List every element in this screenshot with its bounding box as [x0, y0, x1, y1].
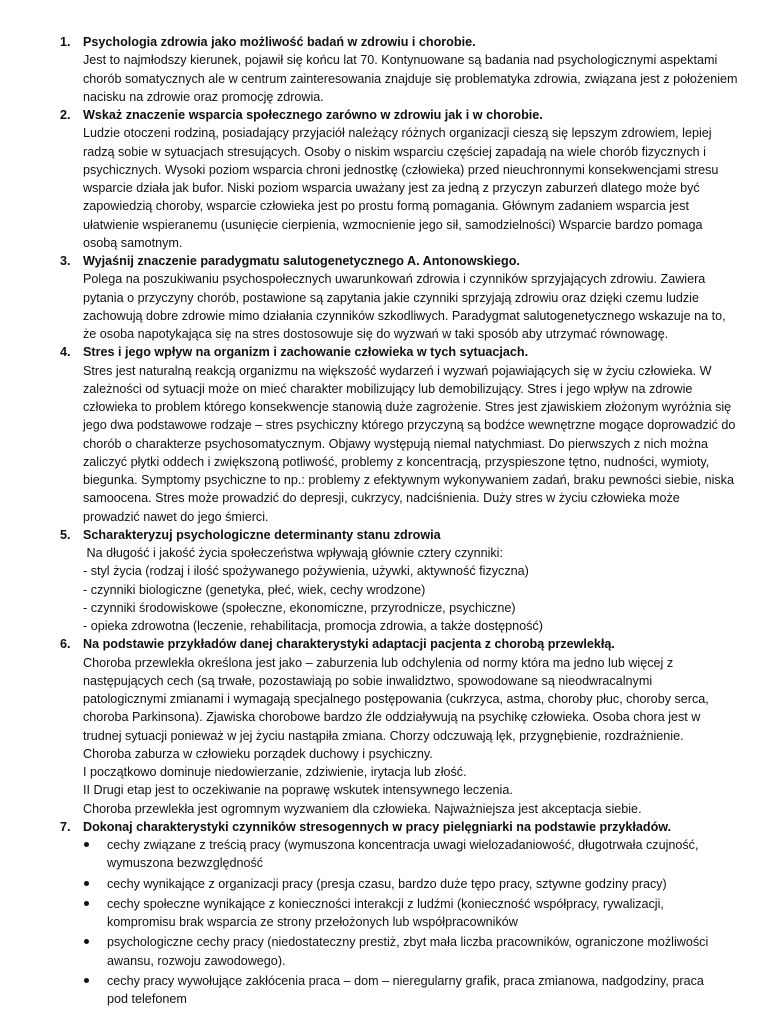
question-5: [0, 526, 768, 636]
bullet-icon: [84, 901, 89, 906]
answer-line: - styl życia (rodzaj i ilość spożywanego pożywienia, używki, aktywność fizyczna): [83, 564, 529, 579]
bullet-list: [0, 836, 768, 1008]
list-item-text: psychologiczne cechy pracy (niedostateczny prestiż, zbyt mała liczba pracowników, ograniczone możliwości awansu, rozwoju zawodowego).: [107, 935, 709, 968]
question-number: 7.: [60, 819, 71, 834]
bullet-icon: [84, 881, 89, 886]
question-3: [0, 252, 768, 343]
list-item: [0, 933, 768, 970]
answer-paragraph: Ludzie otoczeni rodziną, posiadający przyjaciół należący różnych organizacji cieszą się lepszym zdrowiem, lepiej radzą sobie w sytuacjach stresujących. Osoby o niskim wsparciu częściej zapadają na wiele chorób fizycznych i psychicznych. Wysoki poziom wsparcia chroni jednostkę (człowieka) przed nieuchronnymi konsekwencjami stresu wsparcie działa jak bufor. Niski poziom wsparcia uważany jest za jedną z przyczyn zaburzeń dlatego może być zapowiedzią choroby, wsparcie człowieka jest po prostu formą pomagania. Głównym zadaniem wsparcia jest ułatwienie wspieranemu (usunięcie cierpienia, wzmocnienie jego sił, samodzielności) Wsparcie bardzo pomaga osobą samotnym.: [83, 126, 719, 250]
question-2: [0, 106, 768, 252]
question-title: Na podstawie przykładów danej charakterystyki adaptacji pacjenta z chorobą przewlekłą.: [83, 637, 615, 652]
question-4: [0, 343, 768, 526]
answer-line: II Drugi etap jest to oczekiwanie na poprawę wskutek intensywnego leczenia.: [83, 783, 513, 798]
list-item-text: cechy pracy wywołujące zakłócenia praca – dom – nieregularny grafik, praca zmianowa, nadgodziny, praca pod telefonem: [107, 973, 704, 1006]
answer-line: - czynniki środowiskowe (społeczne, ekonomiczne, przyrodnicze, psychiczne): [83, 600, 516, 615]
question-number: 2.: [60, 108, 71, 122]
question-number: 5.: [60, 527, 71, 542]
answer-paragraph: Choroba przewlekła określona jest jako – zaburzenia lub odchylenia od normy która ma jedno lub więcej z następujących cech (są trwałe, pozostawiają po sobie inwalidztwo, spowodowane są nieodwracalnymi patologicznymi zmianami i wymagają specjalnego postępowania (cukrzyca, astma, choroby płuc, choroby serca, choroba Parkinsona). Zjawiska chorobowe bardzo źle oddziaływują na psychikę człowieka. Osoba chora jest w trudnej sytuacji ponieważ w jej życiu nastąpiła zmiana. Chorzy odczuwają lęk, przygnębienie, rozdrażnienie.: [83, 655, 709, 743]
answer-paragraph: Jest to najmłodszy kierunek, pojawił się końcu lat 70. Kontynuowane są badania nad psychologicznymi aspektami chorób somatycznych ale w centrum zainteresowania znajduje się problematyka zdrowia, związana jest z położeniem nacisku na zdrowie oraz promocję zdrowia.: [83, 53, 738, 104]
list-item-text: cechy społeczne wynikające z konieczności interakcji z ludźmi (konieczność współpracy, rywalizacji, kompromisu brak wsparcia ze strony przełożonych lub współpracowników: [107, 896, 664, 929]
document-page: [0, 33, 768, 1010]
list-item: [0, 972, 768, 1009]
bullet-icon: [84, 842, 89, 847]
question-title: Wyjaśnij znaczenie paradygmatu salutogenetycznego A. Antonowskiego.: [83, 254, 520, 268]
answer-line: - opieka zdrowotna (leczenie, rehabilitacja, promocja zdrowia, a także dostępność): [83, 619, 543, 633]
list-item-text: cechy związane z treścią pracy (wymuszona koncentracja uwagi wielozadaniowość, długotrwała czujność, wymuszona bezwzględność: [107, 838, 699, 871]
question-1: [0, 33, 768, 106]
list-item: [0, 875, 768, 893]
question-title: Psychologia zdrowia jako możliwość badań w zdrowiu i chorobie.: [83, 35, 476, 49]
answer-line: Choroba przewlekła jest ogromnym wyzwaniem dla człowieka. Najważniejsza jest akceptacja siebie.: [83, 801, 642, 816]
bullet-icon: [84, 978, 89, 983]
list-item: [0, 836, 768, 873]
question-title: Wskaż znaczenie wsparcia społecznego zarówno w zdrowiu jak i w chorobie.: [83, 108, 543, 122]
list-item-text: cechy wynikające z organizacji pracy (presja czasu, bardzo duże tępo pracy, sztywne godziny pracy): [107, 876, 667, 891]
question-title: Dokonaj charakterystyki czynników stresogennych w pracy pielęgniarki na podstawie przykładów.: [83, 819, 672, 834]
question-number: 6.: [60, 637, 71, 652]
answer-line: Na długość i jakość życia społeczeństwa wpływają głównie cztery czynniki:: [83, 546, 503, 560]
answer-line: Choroba zaburza w człowieku porządek duchowy i psychiczny.: [83, 746, 433, 761]
answer-line: I początkowo dominuje niedowierzanie, zdziwienie, irytacja lub złość.: [83, 765, 467, 779]
list-item: [0, 895, 768, 932]
question-title: Scharakteryzuj psychologiczne determinanty stanu zdrowia: [83, 527, 441, 542]
question-title: Stres i jego wpływ na organizm i zachowanie człowieka w tych sytuacjach.: [83, 345, 529, 360]
question-number: 1.: [60, 35, 71, 49]
question-number: 3.: [60, 254, 71, 268]
answer-line: - czynniki biologiczne (genetyka, płeć, wiek, cechy wrodzone): [83, 582, 426, 597]
question-6: [0, 635, 768, 818]
bullet-icon: [84, 939, 89, 944]
answer-paragraph: Polega na poszukiwaniu psychospołecznych uwarunkowań zdrowia i czynników sprzyjających zdrowiu. Zawiera pytania o przyczyny chorób, postawione są zapytania jakie czynniki sprzyjają zdrowiu oraz dzięki czemu ludzie zachowują dobre zdrowie mimo działania czynników szkodliwych. Paradygmat salutogenetycznego wskazuje na to, że osoba napotykająca się na stres dostosowuje się do wyzwań w taki sposób aby utrzymać równowagę.: [83, 272, 726, 341]
question-7: [0, 818, 768, 1009]
answer-paragraph: Stres jest naturalną reakcją organizmu na większość wydarzeń i wyzwań pojawiających się w życiu człowieka. W zależności od sytuacji może on mieć charakter mobilizujący lub demobilizujący. Stres i jego wpływ na zdrowie człowieka to problem którego konsekwencje stanowią duże zagrożenie. Stres jest zjawiskiem złożonym wyróżnia się jego dwa podstawowe rodzaje – stres psychiczny którego przyczyną są bodźce wewnętrzne mogące doprowadzić do chorób o charakterze psychosomatycznym. Objawy występują niemal natychmiast. Do pierwszych z nich można zaliczyć płytki oddech i zwiększoną potliwość, problemy z koncentracją, przyspieszone tętno, nudności, wymioty, biegunka. Symptomy psychiczne to np.: problemy z efektywnym wykonywaniem zadań, braku pewności siebie, niska samoocena. Stres może prowadzić do depresji, cukrzycy, nadciśnienia. Duży stres w życiu człowieka może prowadzić nawet do jego śmierci.: [83, 363, 736, 524]
question-number: 4.: [60, 345, 71, 360]
